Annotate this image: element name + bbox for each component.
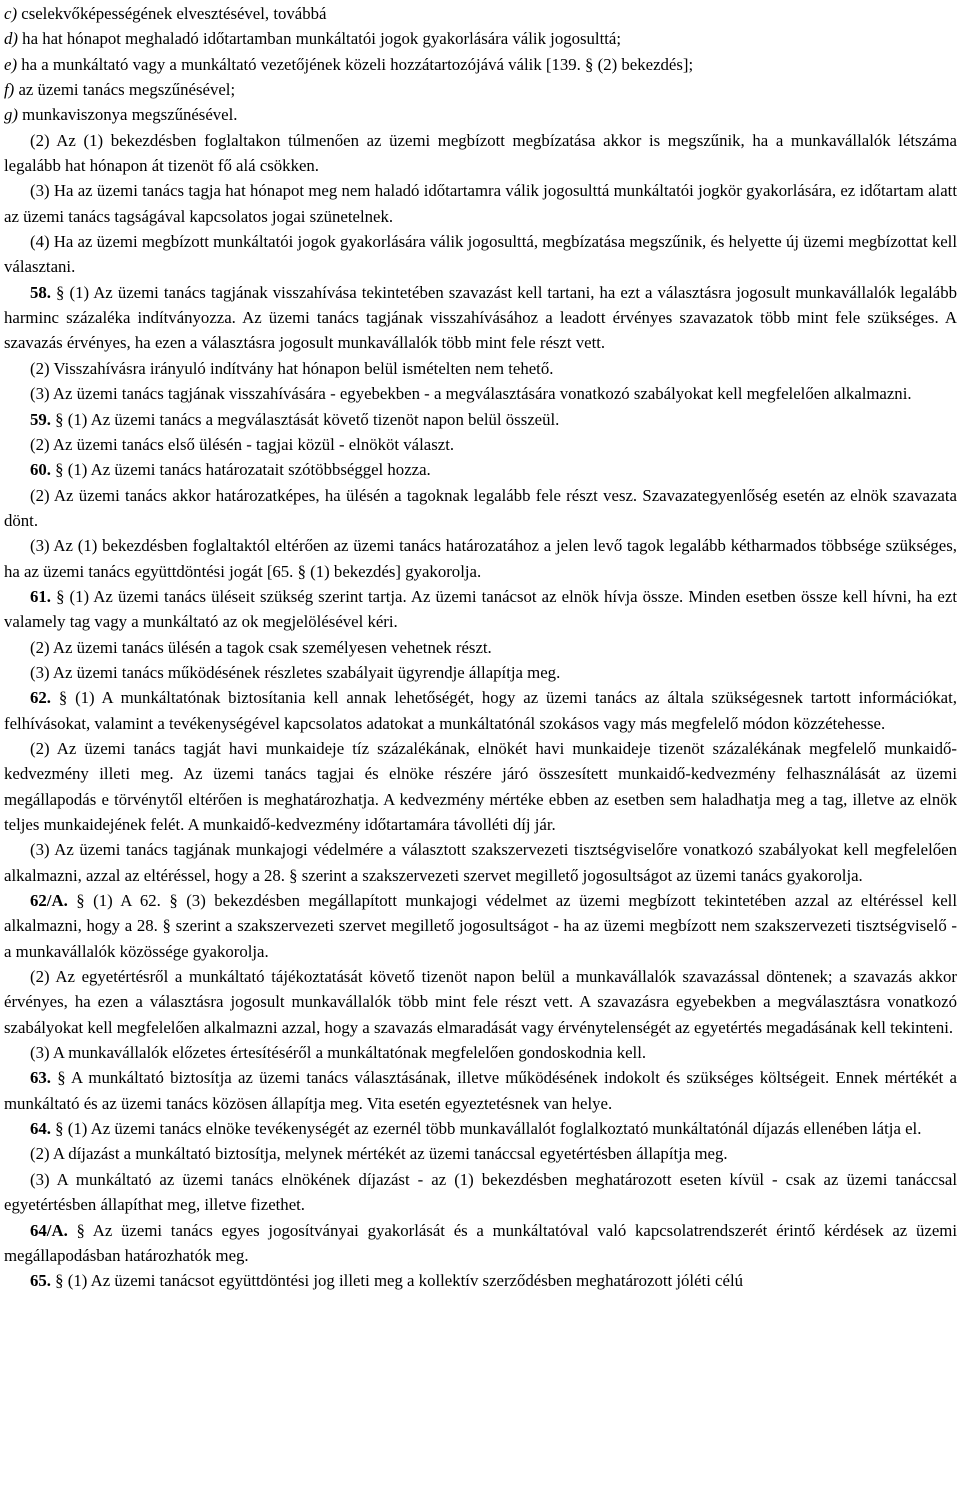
section-paragraph — [4, 280, 957, 356]
list-item — [4, 77, 957, 102]
section-number: 62. — [30, 688, 51, 708]
paragraph — [4, 837, 957, 888]
paragraph-text: (2) Az (1) bekezdésben foglaltakon túlmenően az üzemi megbízott megbízatása akkor is megszűnik, ha a munkavállalók létszáma legalább hat hónapon át tizenöt fő alá csökken. — [4, 130, 957, 176]
paragraph-text: § (1) Az üzemi tanácsot együttdöntési jog illeti meg a kollektív szerződésben meghatározott jóléti célú — [50, 1271, 743, 1291]
paragraph — [4, 964, 957, 1040]
paragraph-text: § (1) A munkáltatónak biztosítania kell annak lehetőségét, hogy az üzemi tanács az általa szükségesnek tartott információkat, felhívásokat, valamint a tevékenységével kapcsolatos adatokat a munkáltatónál szokásos vagy más megfelelő módon közzétehesse. — [4, 688, 957, 733]
paragraph-text: § (1) Az üzemi tanács elnöke tevékenységét az ezernél több munkavállalót foglalkoztató munkáltatónál díjazás ellenében látja el. — [50, 1119, 922, 1139]
paragraph — [4, 1167, 957, 1218]
section-paragraph — [4, 1116, 957, 1141]
paragraph-text: (3) A munkavállalók előzetes értesítéséről a munkáltatónak megfelelően gondoskodnia kell. — [30, 1043, 647, 1063]
paragraph-text: (2) Az üzemi tanács akkor határozatképes, ha ülésén a tagoknak legalább fele részt vesz. Szavazategyenlőség esetén az elnök szavazata dönt. — [4, 485, 957, 530]
paragraph-text: ha a munkáltató vagy a munkáltató vezetőjének közeli hozzátartozójává válik [139. § (2) bekezdés]; — [17, 54, 694, 74]
paragraph — [4, 1040, 957, 1065]
paragraph — [4, 660, 957, 685]
list-item — [4, 102, 957, 127]
section-number: 59. — [30, 409, 51, 429]
paragraph-text: § Az üzemi tanács egyes jogosítványai gyakorlását és a munkáltatóval való kapcsolatrendszerét érintő kérdések az üzemi megállapodásban határozhatók meg. — [4, 1220, 957, 1265]
paragraph-text: az üzemi tanács megszűnésével; — [14, 80, 236, 100]
paragraph-text: (4) Ha az üzemi megbízott munkáltatói jogok gyakorlására válik jogosulttá, megbízatása megszűnik, és helyette új üzemi megbízottat kell választani. — [4, 232, 957, 277]
paragraph — [4, 635, 957, 660]
list-item — [4, 1, 957, 26]
section-number: 61. — [30, 586, 51, 606]
section-paragraph — [4, 584, 957, 635]
section-paragraph — [4, 888, 957, 964]
paragraph-text: (2) Visszahívásra irányuló indítvány hat hónapon belül ismételten nem tehető. — [30, 358, 554, 378]
paragraph-text: (2) Az üzemi tanács ülésén a tagok csak személyesen vehetnek részt. — [30, 637, 492, 657]
paragraph-text: § (1) A 62. § (3) bekezdésben megállapított munkajogi védelmet az üzemi megbízott tekintetében azzal az eltéréssel kell alkalmazni, hogy a 28. § szerint a szakszervezeti szervet megillető jogosultságot - ha az üzemi megbízott nem szakszervezeti tisztségviselő - a munkavállalók közössége gyakorolja. — [4, 891, 957, 961]
section-number: 65. — [30, 1271, 51, 1291]
section-number: 64/A. — [30, 1220, 68, 1240]
paragraph-text: (3) Az üzemi tanács működésének részletes szabályait ügyrendje állapítja meg. — [30, 662, 561, 682]
paragraph-text: (3) Az üzemi tanács tagjának visszahívására - egyebekben - a megválasztására vonatkozó szabályokat kell megfelelően alkalmazni. — [30, 384, 912, 404]
paragraph-text: (3) Az (1) bekezdésben foglaltaktól eltérően az üzemi tanács határozatához a jelen levő tagok legalább kétharmados többsége szükséges, ha az üzemi tanács együttdöntési jogát [65. § (1) bekezdés] gyakorolja. — [4, 536, 957, 581]
paragraph-text: ha hat hónapot meghaladó időtartamban munkáltatói jogok gyakorlására válik jogosulttá; — [17, 29, 622, 49]
section-number: 62/A. — [30, 891, 68, 911]
paragraph — [4, 736, 957, 837]
item-letter: f) — [4, 80, 15, 100]
paragraph-text: § A munkáltató biztosítja az üzemi tanács választásának, illetve működésének indokolt és szükséges költségeit. Ennek mértékét a munkáltató és az üzemi tanács közösen állapítja meg. Vita esetén egyeztetésnek van helye. — [4, 1068, 957, 1113]
section-number: 58. — [30, 282, 51, 302]
paragraph-text: § (1) Az üzemi tanács üléseit szükség szerint tartja. Az üzemi tanácsot az elnök hívja össze. Minden esetben össze kell hívni, ha ezt valamely tag vagy a munkáltató az ok megjelölésével kéri. — [4, 586, 957, 632]
item-letter: e) — [4, 54, 18, 74]
paragraph-text: § (1) Az üzemi tanács tagjának visszahívása tekintetében szavazást kell tartani, ha ezt a választásra jogosult munkavállalók legalább harminc százaléka indítványozza. Az üzemi tanács tagjának visszahívásához a leadott érvényes szavazatok több mint fele szükséges. A szavazás érvényes, ha ezen a választásra jogosult munkavállalók több mint fele részt vett. — [4, 282, 957, 353]
paragraph — [4, 128, 957, 179]
section-paragraph — [4, 457, 957, 482]
paragraph — [4, 381, 957, 406]
paragraph-text: cselekvőképességének elvesztésével, továbbá — [17, 4, 327, 23]
list-item — [4, 26, 957, 51]
section-paragraph — [4, 685, 957, 736]
item-letter: c) — [4, 4, 18, 23]
section-paragraph — [4, 1268, 957, 1293]
paragraph-text: (3) A munkáltató az üzemi tanács elnökének díjazást - az (1) bekezdésben meghatározott eseten kívül - csak az üzemi tanáccsal egyetértésben állapíthat meg, illetve fizethet. — [4, 1169, 957, 1215]
paragraph-text: (2) Az egyetértésről a munkáltató tájékoztatását követő tizenöt napon belül a munkavállalók szavazással döntenek; a szavazás akkor érvényes, ha ezen a választásra jogosult munkavállalók több mint fele részt vett. A szavazásra egyebekben a megválasztásra vonatkozó szabályokat kell megfelelően alkalmazni azzal, hogy a szavazás elmaradását vagy érvénytelenségét az egyetértés megadásának kell tekinteni. — [4, 967, 957, 1037]
paragraph-text: munkaviszonya megszűnésével. — [17, 105, 238, 125]
paragraph-text: (2) Az üzemi tanács tagját havi munkaideje tíz százalékának, elnökét havi munkaideje tizenöt százalékának megfelelő munkaidő-kedvezmény illeti meg. Az üzemi tanács tagjai és elnöke részére járó összesített munkaidő-kedvezmény felhasználását az üzemi megállapodás e törvénytől eltérően is meghatározhatja. A kedvezmény mértéke ebben az esetben sem haladhatja meg a tag, illetve az elnök teljes munkaidejének felét. A munkaidő-kedvezmény időtartamára távolléti díj jár. — [4, 738, 957, 834]
paragraph-text: § (1) Az üzemi tanács a megválasztását követő tizenöt napon belül összeül. — [50, 409, 560, 429]
paragraph-text: (2) A díjazást a munkáltató biztosítja, melynek mértékét az üzemi tanáccsal egyetértésben állapítja meg. — [30, 1144, 728, 1164]
paragraph-text: (2) Az üzemi tanács első ülésén - tagjai közül - elnököt választ. — [30, 434, 455, 454]
paragraph — [4, 533, 957, 584]
section-paragraph — [4, 1218, 957, 1269]
paragraph-text: (3) Az üzemi tanács tagjának munkajogi védelmére a választott szakszervezeti tisztségviselőre vonatkozó szabályokat kell megfelelően alkalmazni, azzal az eltéréssel, hogy a 28. § szerint a szakszervezeti szervet megillető jogosultságot az üzemi tanács gyakorolja. — [4, 840, 957, 885]
item-letter: g) — [4, 105, 18, 125]
section-number: 60. — [30, 460, 51, 480]
paragraph — [4, 229, 957, 280]
paragraph — [4, 483, 957, 534]
section-paragraph — [4, 1065, 957, 1116]
paragraph — [4, 432, 957, 457]
paragraph — [4, 1141, 957, 1166]
paragraph-text: § (1) Az üzemi tanács határozatait szótöbbséggel hozza. — [50, 460, 431, 480]
paragraph-text: (3) Ha az üzemi tanács tagja hat hónapot meg nem haladó időtartamra válik jogosulttá munkáltatói jogkör gyakorlására, ez időtartam alatt az üzemi tanács tagságával kapcsolatos jogai szünetelnek. — [4, 181, 957, 226]
section-paragraph — [4, 407, 957, 432]
paragraph — [4, 178, 957, 229]
paragraph — [4, 356, 957, 381]
section-number: 64. — [30, 1119, 51, 1139]
list-item — [4, 52, 957, 77]
section-number: 63. — [30, 1068, 51, 1088]
item-letter: d) — [4, 29, 18, 49]
